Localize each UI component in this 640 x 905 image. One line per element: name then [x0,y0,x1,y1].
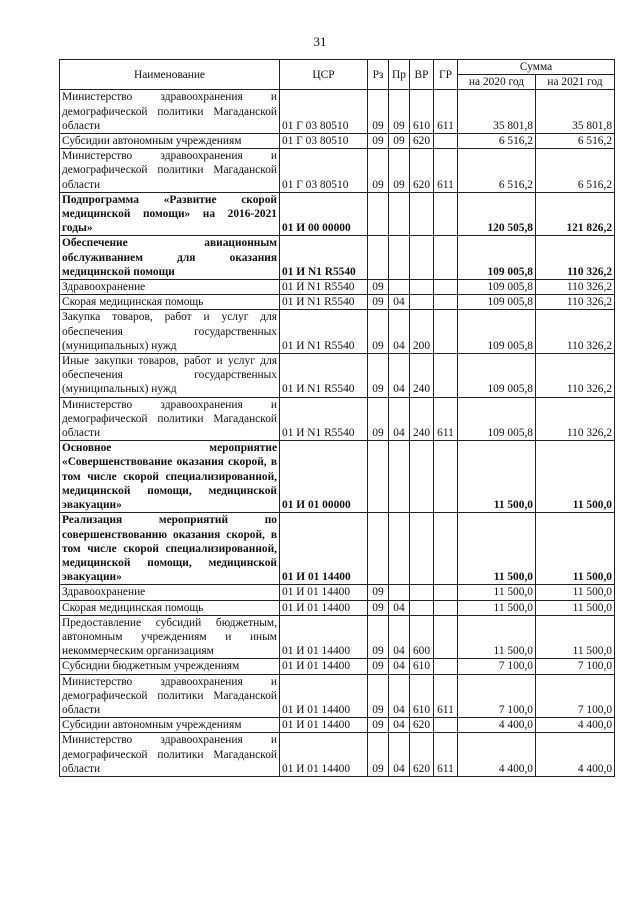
header-2021: на 2021 год [536,75,615,90]
cell-csr: 01 И 01 14400 [280,585,368,600]
cell-csr: 01 И N1 R5540 [280,280,368,295]
table-row [60,615,615,659]
table-row [60,236,615,280]
cell-sum-2020: 11 500,0 [458,615,536,659]
cell-csr: 01 И N1 R5540 [280,397,368,441]
cell-gr [434,310,458,354]
cell-vr: 610 [410,90,434,134]
table-row [60,733,615,777]
cell-csr: 01 И 01 14400 [280,615,368,659]
cell-rz: 09 [368,354,389,398]
cell-sum-2021: 4 400,0 [536,733,615,777]
cell-gr [434,236,458,280]
cell-sum-2020: 109 005,8 [458,295,536,310]
cell-name: Министерство здравоохранения и демографической политики Магаданской области [60,733,280,777]
cell-gr [434,659,458,674]
cell-pr [389,236,410,280]
cell-sum-2021: 11 500,0 [536,513,615,585]
cell-rz: 09 [368,295,389,310]
cell-sum-2020: 109 005,8 [458,354,536,398]
cell-sum-2020: 6 516,2 [458,134,536,149]
cell-sum-2021: 110 326,2 [536,295,615,310]
cell-vr [410,513,434,585]
cell-rz [368,192,389,236]
cell-sum-2020: 7 100,0 [458,659,536,674]
cell-csr: 01 И 01 14400 [280,718,368,733]
cell-sum-2021: 121 826,2 [536,192,615,236]
cell-gr: 611 [434,90,458,134]
cell-sum-2021: 110 326,2 [536,280,615,295]
cell-sum-2021: 11 500,0 [536,600,615,615]
cell-sum-2020: 109 005,8 [458,310,536,354]
budget-table [59,59,615,777]
cell-sum-2020: 11 500,0 [458,513,536,585]
cell-gr [434,354,458,398]
cell-pr: 04 [389,733,410,777]
table-row [60,441,615,513]
cell-rz: 09 [368,733,389,777]
cell-rz: 09 [368,149,389,193]
table-row [60,149,615,193]
cell-rz: 09 [368,718,389,733]
cell-vr: 620 [410,134,434,149]
cell-gr: 611 [434,674,458,718]
cell-csr: 01 Г 03 80510 [280,134,368,149]
cell-vr [410,585,434,600]
cell-sum-2020: 11 500,0 [458,600,536,615]
cell-vr: 600 [410,615,434,659]
table-row [60,600,615,615]
table-row [60,280,615,295]
cell-csr: 01 И 01 14400 [280,659,368,674]
cell-name: Субсидии бюджетным учреждениям [60,659,280,674]
header-csr: ЦСР [280,60,368,90]
cell-csr: 01 И 01 14400 [280,733,368,777]
header-gr: ГР [434,60,458,90]
header-rz: Рз [368,60,389,90]
cell-sum-2021: 11 500,0 [536,615,615,659]
cell-name: Реализация мероприятий по совершенствованию оказания скорой, в том числе скорой специализированной, медицинской помощи, медицинской эвакуации» [60,513,280,585]
cell-rz: 09 [368,615,389,659]
cell-pr [389,192,410,236]
cell-sum-2020: 4 400,0 [458,718,536,733]
cell-sum-2020: 11 500,0 [458,441,536,513]
cell-sum-2021: 11 500,0 [536,441,615,513]
cell-csr: 01 Г 03 80510 [280,149,368,193]
cell-rz: 09 [368,585,389,600]
table-row [60,513,615,585]
table-row [60,354,615,398]
header-2020: на 2020 год [458,75,536,90]
cell-vr: 620 [410,718,434,733]
cell-rz [368,513,389,585]
cell-vr [410,295,434,310]
cell-gr [434,441,458,513]
cell-gr [434,295,458,310]
cell-rz: 09 [368,310,389,354]
cell-sum-2021: 110 326,2 [536,354,615,398]
cell-vr [410,441,434,513]
cell-rz [368,236,389,280]
cell-csr: 01 И N1 R5540 [280,310,368,354]
table-row [60,397,615,441]
cell-name: Министерство здравоохранения и демографической политики Магаданской области [60,90,280,134]
cell-name: Здравоохранение [60,280,280,295]
cell-gr [434,134,458,149]
cell-vr [410,236,434,280]
cell-sum-2021: 11 500,0 [536,585,615,600]
cell-vr: 620 [410,149,434,193]
cell-sum-2020: 109 005,8 [458,236,536,280]
cell-rz: 09 [368,659,389,674]
cell-pr [389,585,410,600]
header-vr: ВР [410,60,434,90]
cell-pr: 04 [389,310,410,354]
cell-vr: 240 [410,354,434,398]
cell-csr: 01 И N1 R5540 [280,236,368,280]
cell-name: Скорая медицинская помощь [60,600,280,615]
cell-name: Министерство здравоохранения и демографической политики Магаданской области [60,397,280,441]
cell-sum-2020: 109 005,8 [458,397,536,441]
cell-pr: 04 [389,615,410,659]
cell-gr: 611 [434,149,458,193]
cell-csr: 01 И 01 14400 [280,674,368,718]
cell-pr: 04 [389,674,410,718]
cell-name: Скорая медицинская помощь [60,295,280,310]
cell-pr: 04 [389,295,410,310]
cell-vr [410,192,434,236]
cell-name: Министерство здравоохранения и демографической политики Магаданской области [60,149,280,193]
cell-sum-2021: 6 516,2 [536,134,615,149]
cell-sum-2021: 6 516,2 [536,149,615,193]
cell-sum-2020: 11 500,0 [458,585,536,600]
table-body [60,90,615,777]
cell-pr: 04 [389,718,410,733]
cell-name: Иные закупки товаров, работ и услуг для обеспечения государственных (муниципальных) нужд [60,354,280,398]
cell-gr [434,280,458,295]
cell-name: Министерство здравоохранения и демографической политики Магаданской области [60,674,280,718]
cell-vr: 620 [410,733,434,777]
cell-csr: 01 И 01 14400 [280,600,368,615]
cell-csr: 01 И N1 R5540 [280,354,368,398]
cell-pr: 09 [389,134,410,149]
cell-gr [434,192,458,236]
header-name: Наименование [60,60,280,90]
cell-pr: 04 [389,659,410,674]
cell-name: Обеспечение авиационным обслуживанием для оказания медицинской помощи [60,236,280,280]
cell-rz: 09 [368,280,389,295]
cell-name: Подпрограмма «Развитие скорой медицинской помощи» на 2016-2021 годы» [60,192,280,236]
cell-vr: 610 [410,674,434,718]
cell-vr: 610 [410,659,434,674]
cell-rz: 09 [368,600,389,615]
cell-pr: 04 [389,600,410,615]
cell-sum-2020: 109 005,8 [458,280,536,295]
table-row [60,659,615,674]
cell-rz: 09 [368,397,389,441]
cell-sum-2021: 110 326,2 [536,397,615,441]
cell-name: Субсидии автономным учреждениям [60,718,280,733]
cell-sum-2021: 4 400,0 [536,718,615,733]
cell-vr [410,280,434,295]
cell-gr [434,600,458,615]
cell-sum-2020: 6 516,2 [458,149,536,193]
cell-sum-2021: 35 801,8 [536,90,615,134]
cell-rz [368,441,389,513]
cell-gr: 611 [434,733,458,777]
cell-pr: 04 [389,397,410,441]
cell-csr: 01 И 01 14400 [280,513,368,585]
cell-name: Предоставление субсидий бюджетным, автономным учреждениям и иным некоммерческим организациям [60,615,280,659]
cell-vr: 200 [410,310,434,354]
header-sum: Сумма [458,60,615,75]
table-row [60,585,615,600]
cell-pr [389,513,410,585]
cell-rz: 09 [368,90,389,134]
table-row [60,674,615,718]
cell-pr: 04 [389,354,410,398]
cell-gr [434,585,458,600]
page-number: 31 [313,34,327,49]
cell-sum-2020: 7 100,0 [458,674,536,718]
cell-pr: 09 [389,90,410,134]
table-row [60,192,615,236]
table-row [60,90,615,134]
cell-name: Основное мероприятие «Совершенствование оказания скорой, в том числе скорой специализированной, медицинской помощи, медицинской эвакуации» [60,441,280,513]
cell-vr: 240 [410,397,434,441]
cell-sum-2020: 4 400,0 [458,733,536,777]
cell-rz: 09 [368,674,389,718]
cell-name: Здравоохранение [60,585,280,600]
cell-csr: 01 И 01 00000 [280,441,368,513]
table-row [60,718,615,733]
cell-gr: 611 [434,397,458,441]
cell-csr: 01 И 00 00000 [280,192,368,236]
cell-sum-2021: 110 326,2 [536,236,615,280]
cell-gr [434,513,458,585]
cell-gr [434,615,458,659]
cell-pr [389,280,410,295]
cell-sum-2021: 110 326,2 [536,310,615,354]
cell-sum-2021: 7 100,0 [536,659,615,674]
cell-name: Субсидии автономным учреждениям [60,134,280,149]
cell-pr [389,441,410,513]
header-pr: Пр [389,60,410,90]
cell-gr [434,718,458,733]
cell-rz: 09 [368,134,389,149]
cell-vr [410,600,434,615]
table-row [60,310,615,354]
cell-sum-2021: 7 100,0 [536,674,615,718]
cell-name: Закупка товаров, работ и услуг для обеспечения государственных (муниципальных) нужд [60,310,280,354]
cell-csr: 01 Г 03 80510 [280,90,368,134]
table-row [60,295,615,310]
cell-pr: 09 [389,149,410,193]
cell-sum-2020: 35 801,8 [458,90,536,134]
cell-sum-2020: 120 505,8 [458,192,536,236]
table-row [60,134,615,149]
cell-csr: 01 И N1 R5540 [280,295,368,310]
